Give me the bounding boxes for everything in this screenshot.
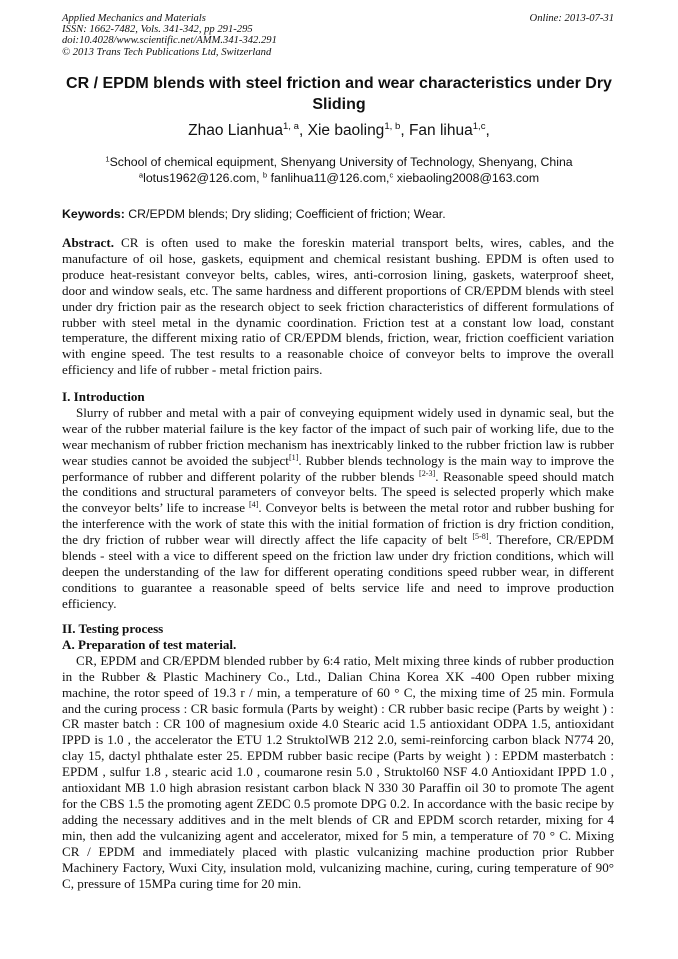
- email-sup: b: [262, 170, 268, 180]
- paper-title: CR / EPDM blends with steel friction and wear characteristics under Dry Sliding: [66, 75, 612, 113]
- testing-subheading: A. Preparation of test material.: [62, 636, 237, 652]
- author-sup: 1, b: [384, 121, 401, 133]
- author-sup: 1,c: [472, 121, 486, 133]
- email: xiebaoling2008@163.com: [393, 171, 540, 185]
- author-name: Zhao Lianhua: [188, 122, 283, 139]
- email: fanlihua11@126.com,: [267, 171, 390, 185]
- citation: [5-8]: [472, 532, 489, 542]
- testing-section: [62, 621, 614, 891]
- affiliation-sup: 1: [105, 154, 110, 164]
- journal-name: Applied Mechanics and Materials: [62, 13, 206, 24]
- affiliation: [40, 154, 638, 186]
- testing-paragraph: CR, EPDM and CR/EPDM blended rubber by 6:4 ratio, Melt mixing three kinds of rubber production in the Rubber & Plastic Machinery Co., Ltd., Dalian China Korea XK -400 Open rubber mixing machine, the rotor speed of 19.3 r / min, a temperature of 60 ° C, the mixing time of 25 min. Formula and the curing process : CR basic formula (Parts by weight) : CR rubber basic recipe (Parts by weight ) : CR master batch : CR 100 of magnesium oxide 4.0 Stearic acid 1.5 antioxidant ODPA 1.5, antioxidant IPPD is 1.0 , the accelerator the ETU 1.2 StruktolWB 212 2.0, semi-reinforcing carbon black N774 20, clay 15, dactyl phthalate ester 25. EPDM rubber basic recipe (Parts by weight ) : EPDM masterbatch : EPDM , sulfur 1.8 , stearic acid 1.0 , coumarone resin 5.0 , Struktol60 NSF 4.0 Antioxidant IPPD 1.0 , antioxidant MB 1.0 high abrasion resistant carbon black N 330 30 Paraffin oil 30 to promote The agent for the CBS 1.5 the promoting agent ZEDC 0.5 promote DPG 0.2. In accordance with the basic recipe by adding the necessary additives and in the melt blends of CR and EPDM scorch retarder, mixing for 4 min, then add the vulcanizing agent and accelerator, mixed for 5 min, a temperature of 70 ° C. Mixing CR / EPDM and immediately placed with plastic vulcanizing machine production prior Rubber Machinery Factory, Wuxi City, insulation mold, vulcanizing machine, curing, curing temperature of 90° C, pressure of 15MPa curing time for 20 min.: [62, 652, 614, 891]
- introduction-section: [62, 389, 614, 612]
- author-sep: ,: [400, 122, 409, 139]
- text-segment: Slurry of rubber and metal with a pair of conveying equipment widely used in dynamic seal, but the wear of the rubber material failure is the key factor of the impact of such pair of working life, due to the wear mechanism of rubber friction mechanism has inextricably linked to the rubber friction law is rubber wear studies cannot be avoided the subject: [62, 404, 614, 468]
- journal-header: [62, 13, 614, 58]
- online-date: Online: 2013-07-31: [529, 13, 614, 24]
- abstract-text: CR is often used to make the foreskin material transport belts, wires, cables, and the manufacture of oil hose, gaskets, equipment and chemical resistant bushing. EPDM is often used to produce heat-resistant conveyor belts, cables, wires, anti-corrosion lining, gaskets, waterproof sheet, door and window seals, etc. The same hardness and different proportions of CR/EPDM blends with steel under dry friction pair as the research object to seek friction characteristics of different formulations of rubber with steel metal in the dynamic coordination. Friction test at a constant low load, constant temperature, the different mixing ratio of CR/EPDM blends, friction, wear, friction coefficient variation with engine speed. The test results to a reasonable choice of conveyor belts to improve the overall efficiency and life of rubber - metal friction pairs.: [62, 235, 614, 378]
- emails: [40, 170, 638, 186]
- abstract: [62, 235, 614, 378]
- issn: ISSN: 1662-7482, Vols. 341-342, pp 291-295: [62, 24, 253, 36]
- testing-heading: II. Testing process: [62, 621, 164, 636]
- author-name: Xie baoling: [307, 122, 385, 139]
- abstract-label: Abstract.: [62, 235, 114, 250]
- email-sup: c: [389, 170, 394, 180]
- author-sep: ,: [298, 122, 308, 139]
- introduction-heading: I. Introduction: [62, 389, 145, 404]
- email: lotus1962@126.com,: [143, 171, 263, 185]
- author-sep: ,: [485, 122, 490, 139]
- introduction-paragraph: [62, 405, 614, 612]
- affiliation-text: School of chemical equipment, Shenyang University of Technology, Shenyang, China: [109, 155, 573, 169]
- authors: [40, 122, 638, 140]
- text-segment: . Rubber blends technology is the main way to improve the performance of rubber and different polarity of the rubber blends: [62, 452, 615, 484]
- citation: [1]: [288, 452, 299, 462]
- keywords: [62, 207, 446, 221]
- doi: doi:10.4028/www.scientific.net/AMM.341-342.291: [62, 35, 277, 47]
- citation: [4]: [248, 500, 259, 510]
- text-segment: . Therefore, CR/EPDM blends - steel with a vice to different speed on the friction law under dry friction conditions, which will deepen the understanding of the law for different operating conditions speed rubber wear, in different conditions to guarantee a reasonable speed of belts service life and need to improve production efficiency.: [62, 532, 615, 611]
- author-name: Fan lihua: [408, 122, 473, 139]
- author-sup: 1, a: [282, 121, 299, 133]
- text-segment: . Conveyor belts is between the metal rotor and rubber bushing for the interference with the work of state this with the initial formation of friction is dry friction condition, the dry friction of rubber wear will directly affect the life capacity of belt: [62, 500, 614, 548]
- text-segment: . Reasonable speed should match the conditions and structural parameters of conveyor belts. The speed is selected properly which make the conveyor belts’ life to increase: [62, 468, 615, 516]
- keywords-text: CR/EPDM blends; Dry sliding; Coefficient of friction; Wear.: [124, 207, 446, 221]
- citation: [2-3]: [419, 468, 436, 478]
- email-sup: a: [138, 170, 144, 180]
- keywords-label: Keywords:: [62, 207, 125, 221]
- copyright: © 2013 Trans Tech Publications Ltd, Switzerland: [62, 46, 272, 58]
